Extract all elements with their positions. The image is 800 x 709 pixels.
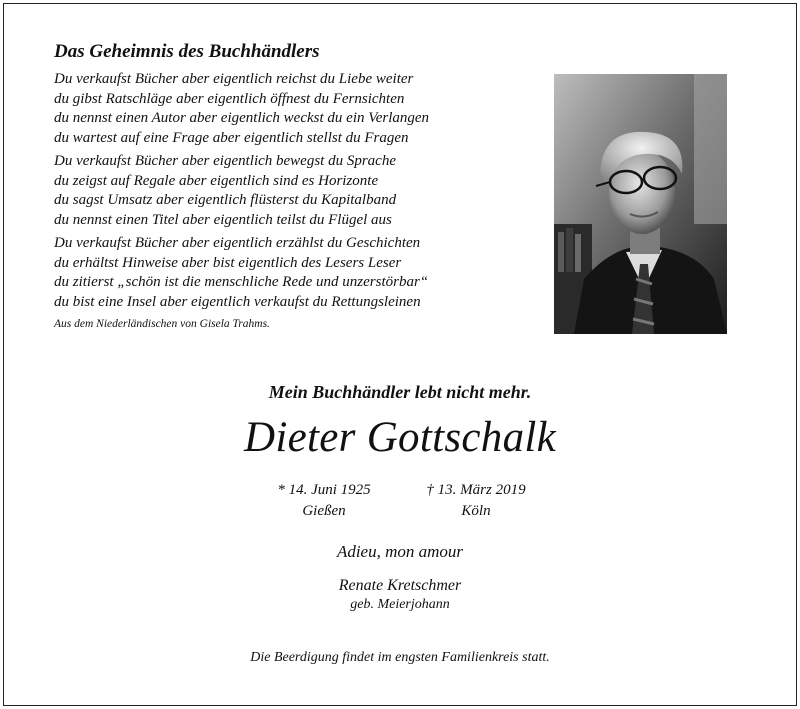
birth-date: * 14. Juni 1925 [277, 482, 371, 498]
portrait-illustration [554, 74, 727, 334]
poem-line: du zitierst „schön ist die menschliche Rede und unzerstörbar“ [54, 274, 429, 290]
funeral-note: Die Beerdigung findet im engsten Familienkreis statt. [250, 650, 550, 665]
poem-title: Das Geheimnis des Buchhändlers [54, 41, 320, 62]
poem-line: du zeigst auf Regale aber eigentlich sind es Horizonte [54, 172, 379, 189]
poem-line: du nennst einen Autor aber eigentlich weckst du ein Verlangen [54, 110, 430, 126]
death-date: † 13. März 2019 [426, 482, 526, 498]
poem-line: Du verkaufst Bücher aber eigentlich bewegst du Sprache [54, 153, 396, 169]
birth-place: Gießen [302, 503, 346, 519]
mourner-name: Renate Kretschmer [338, 577, 462, 594]
poem [54, 40, 534, 332]
portrait-photo [554, 74, 727, 334]
death-place: Köln [461, 503, 491, 519]
translation-credit: Aus dem Niederländischen von Gisela Trahms. [54, 318, 270, 330]
poem-line: du nennst einen Titel aber eigentlich teilst du Flügel aus [54, 211, 392, 228]
poem-line: Du verkaufst Bücher aber eigentlich erzählst du Geschichten [54, 235, 421, 251]
deceased-name: Dieter Gottschalk [244, 414, 556, 461]
stanza-3 [54, 234, 534, 312]
farewell-text: Adieu, mon amour [336, 542, 464, 561]
poem-line: Du verkaufst Bücher aber eigentlich reichst du Liebe weiter [54, 71, 414, 87]
poem-line: du gibst Ratschläge aber eigentlich öffnest du Fernsichten [54, 90, 405, 107]
headline: Mein Buchhändler lebt nicht mehr. [268, 382, 532, 402]
stanza-2 [54, 152, 534, 230]
poem-line: du erhältst Hinweise aber bist eigentlich des Lesers Leser [54, 254, 402, 271]
death-info [376, 480, 576, 522]
poem-line: du wartest auf eine Frage aber eigentlich stellst du Fragen [54, 129, 409, 146]
poem-line: du bist eine Insel aber eigentlich verkaufst du Rettungsleinen [54, 293, 421, 310]
mourner-maiden-name: geb. Meierjohann [350, 597, 450, 612]
stanza-1 [54, 70, 534, 148]
poem-line: du sagst Umsatz aber eigentlich flüsterst du Kapitalband [54, 192, 397, 208]
